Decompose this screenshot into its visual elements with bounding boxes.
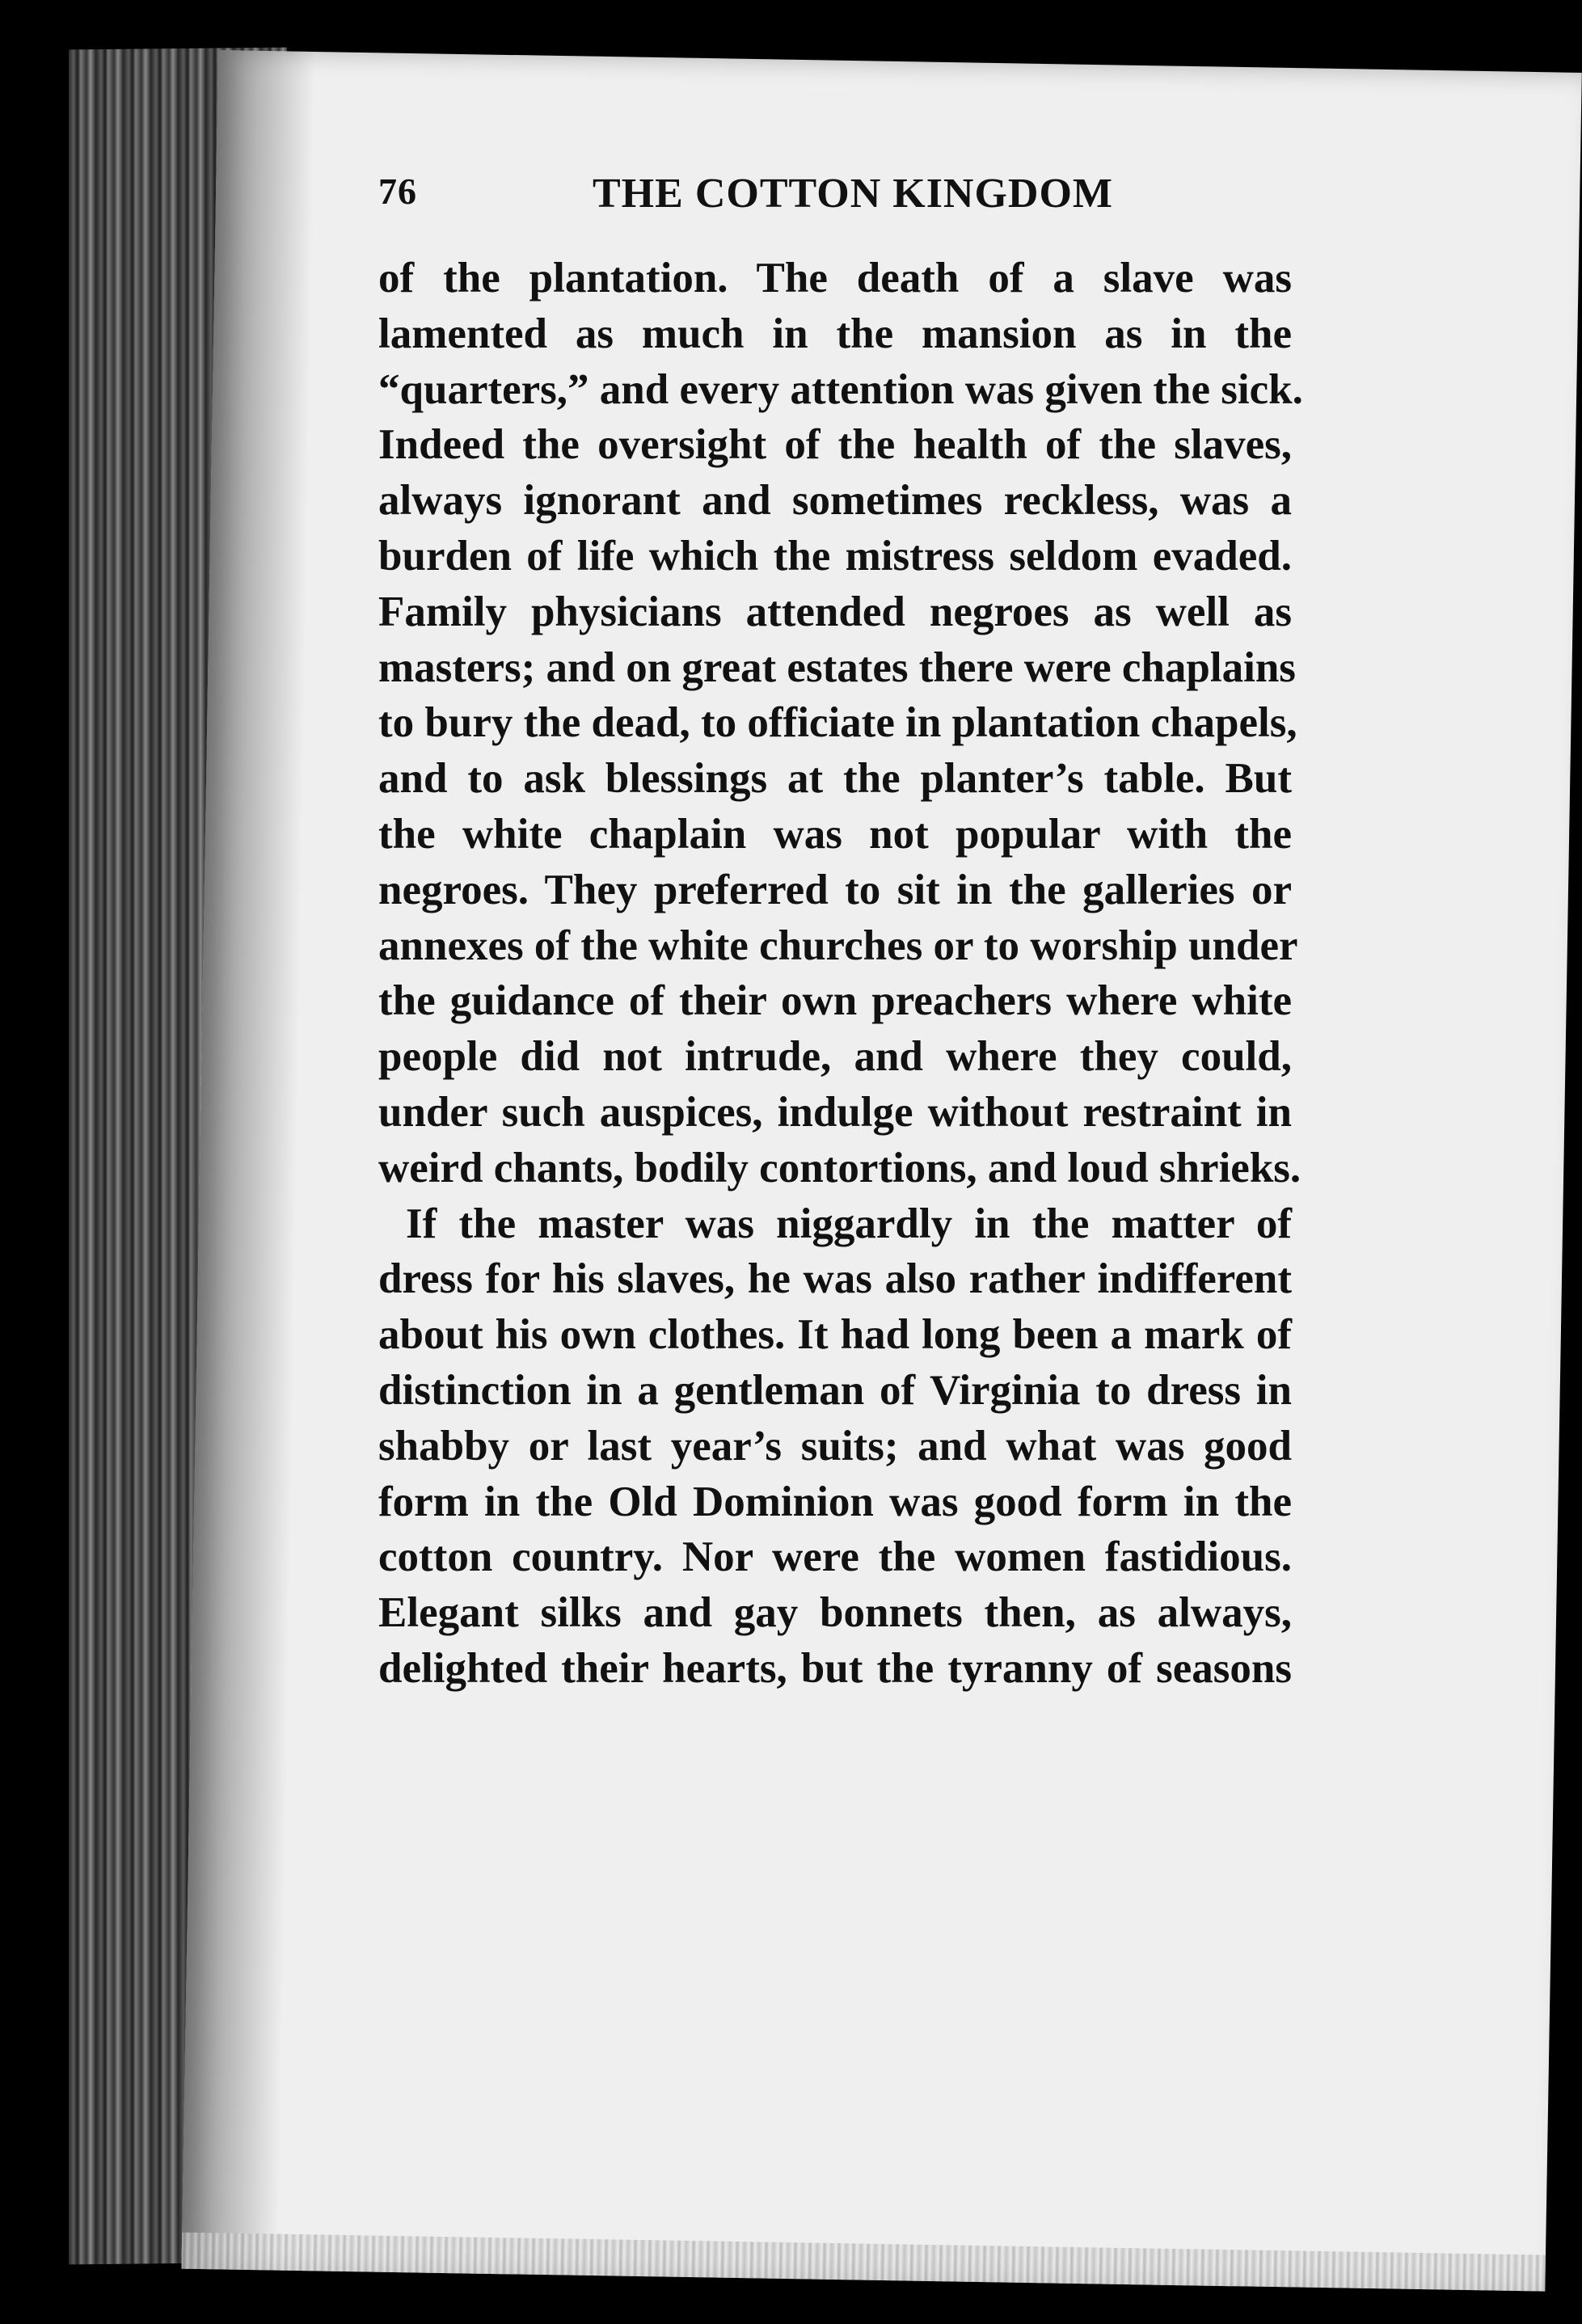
text-line: Family physicians attended negroes as well as — [378, 588, 1292, 635]
text-line: under such auspices, indulge without restraint in — [378, 1088, 1292, 1136]
text-line: Indeed the oversight of the health of the slaves, — [378, 421, 1292, 469]
running-head — [378, 170, 1308, 234]
page-bottom-edge — [181, 2233, 1546, 2292]
text-line: shabby or last year’s suits; and what was good — [378, 1422, 1292, 1470]
text-line: always ignorant and sometimes reckless, was a — [378, 477, 1292, 525]
text-line: “quarters,” and every attention was given the sick. — [378, 365, 1303, 413]
text-line: annexes of the white churches or to worship under — [378, 922, 1298, 969]
text-line: weird chants, bodily contortions, and loud shrieks. — [378, 1144, 1301, 1192]
text-line: delighted their hearts, but the tyranny of seasons — [378, 1644, 1292, 1692]
body-text — [378, 251, 1303, 1697]
text-line: of the plantation. The death of a slave was — [378, 255, 1292, 302]
text-line: to bury the dead, to officiate in plantation chapels, — [378, 699, 1297, 747]
text-line: Elegant silks and gay bonnets then, as always, — [378, 1589, 1292, 1637]
text-line: and to ask blessings at the planter’s table. But — [378, 755, 1292, 803]
text-line: form in the Old Dominion was good form in the — [378, 1478, 1292, 1525]
text-line: lamented as much in the mansion as in the — [378, 310, 1292, 357]
text-line: the white chaplain was not popular with the — [378, 810, 1292, 858]
text-line: If the master was niggardly in the matter of — [406, 1200, 1292, 1247]
text-line: masters; and on great estates there were chaplains — [378, 643, 1296, 691]
page-number: 76 — [378, 171, 417, 212]
text-line: the guidance of their own preachers where white — [378, 977, 1292, 1025]
text-line: negroes. They preferred to sit in the galleries or — [378, 866, 1292, 913]
text-line: burden of life which the mistress seldom evaded. — [378, 532, 1292, 580]
text-line: distinction in a gentleman of Virginia to dress in — [378, 1366, 1292, 1414]
text-line: people did not intrude, and where they could, — [378, 1033, 1292, 1081]
text-line: about his own clothes. It had long been a mark of — [378, 1311, 1292, 1359]
text-line: dress for his slaves, he was also rather indifferent — [378, 1255, 1292, 1303]
text-line: cotton country. Nor were the women fastidious. — [378, 1533, 1292, 1581]
running-title: THE COTTON KINGDOM — [593, 171, 1114, 217]
